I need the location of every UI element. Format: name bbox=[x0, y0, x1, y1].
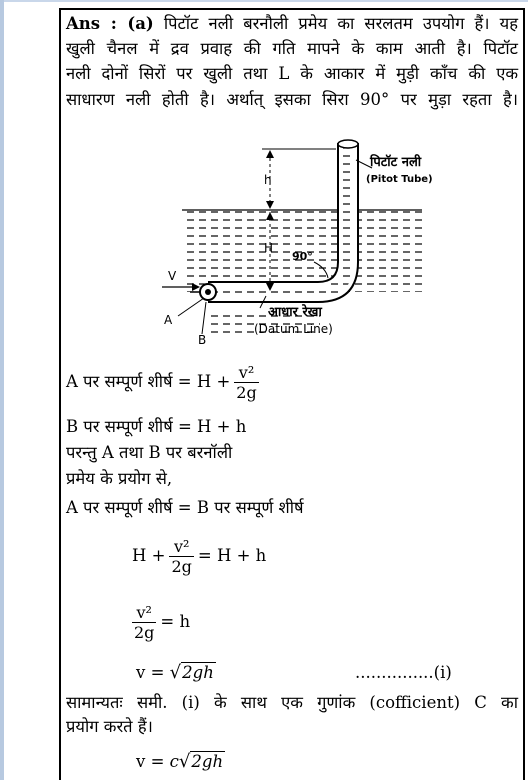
datum-label-english: (Datum Line) bbox=[254, 322, 333, 336]
box-right-border bbox=[523, 8, 525, 780]
answer-line-2: खुली चैनल में द्रव प्रवाह की गति मापने के काम आती है। पिटॉट bbox=[66, 39, 518, 58]
frac-den: 2g bbox=[134, 623, 155, 642]
eq-heads-equal: A पर सम्पूर्ण शीर्ष = B पर सम्पूर्ण शीर्ष bbox=[66, 498, 304, 517]
sqrt-sign-2: √ bbox=[178, 751, 191, 772]
answer-line-3: नली दोनों सिरों पर खुली तथा L के आकार में मुड़ी काँच की एक bbox=[66, 64, 518, 83]
tube-label-english: (Pitot Tube) bbox=[366, 174, 433, 185]
general-text-1: सामान्यतः समी. (i) के साथ एक गुणांक (cofficient) C का bbox=[66, 693, 518, 712]
answer-text-1: पिटॉट नली बरनौली प्रमेय का सरलतम उपयोग हैं। यह bbox=[163, 14, 519, 33]
eq-2-right: = h bbox=[160, 612, 191, 631]
fraction-v2-2g bbox=[234, 363, 258, 402]
eq-number: ...............(i) bbox=[355, 663, 452, 682]
text-but: परन्तु A तथा B पर बरनॉली bbox=[66, 443, 233, 462]
frac-num: v² bbox=[234, 363, 258, 383]
datum-label-hindi: आधार रेखा bbox=[268, 305, 322, 320]
eq-2 bbox=[132, 598, 190, 646]
text-theorem: प्रमेय के प्रयोग से, bbox=[66, 469, 173, 488]
frac-num: v² bbox=[169, 537, 193, 557]
pitot-tube-diagram bbox=[150, 112, 450, 352]
eq-1 bbox=[132, 532, 266, 580]
tube-top-opening bbox=[338, 140, 358, 148]
box-top-border bbox=[59, 8, 525, 10]
coefficient-c: c bbox=[169, 752, 179, 771]
frac-den: 2g bbox=[171, 557, 192, 576]
page-edge-strip bbox=[0, 0, 4, 780]
point-A-label: A bbox=[164, 313, 173, 327]
box-left-border bbox=[59, 8, 61, 780]
frac-den: 2g bbox=[236, 383, 257, 402]
eq-v-c bbox=[136, 750, 225, 774]
eq-v2-left: v = bbox=[136, 752, 165, 771]
angle-label: 90° bbox=[292, 250, 313, 263]
eq-head-B: B पर सम्पूर्ण शीर्ष = H + h bbox=[66, 417, 247, 436]
eq-v-left: v = bbox=[136, 663, 165, 682]
H-label: H bbox=[264, 241, 274, 255]
fraction-v2-2g-eq2 bbox=[132, 603, 156, 642]
eq-1-right: = H + h bbox=[197, 546, 267, 565]
page-top-line bbox=[4, 0, 528, 2]
sqrt-content-2: 2gh bbox=[191, 752, 224, 771]
answer-label: Ans : (a) bbox=[66, 14, 154, 33]
frac-num: v² bbox=[132, 603, 156, 623]
general-text-2: प्रयोग करते हैं। bbox=[66, 717, 153, 736]
sqrt-sign: √ bbox=[169, 662, 182, 683]
velocity-label: V bbox=[168, 269, 177, 283]
h-label: h bbox=[264, 173, 272, 187]
answer-line-1 bbox=[66, 12, 518, 36]
point-B-label: B bbox=[198, 333, 207, 347]
sqrt-content: 2gh bbox=[182, 663, 214, 682]
answer-line-4: साधारण नली होती है। अर्थात् इसका सिरा 90° पर मुड़ा रहता है। bbox=[66, 90, 518, 109]
eq-v bbox=[136, 661, 216, 685]
eq-head-A bbox=[66, 358, 263, 406]
tube-label-hindi: पिटॉट नली bbox=[370, 155, 422, 170]
eq-1-left: H + bbox=[132, 546, 166, 565]
eq-head-A-text: A पर सम्पूर्ण शीर्ष = H + bbox=[66, 372, 231, 391]
fraction-v2-2g-eq1 bbox=[169, 537, 193, 576]
